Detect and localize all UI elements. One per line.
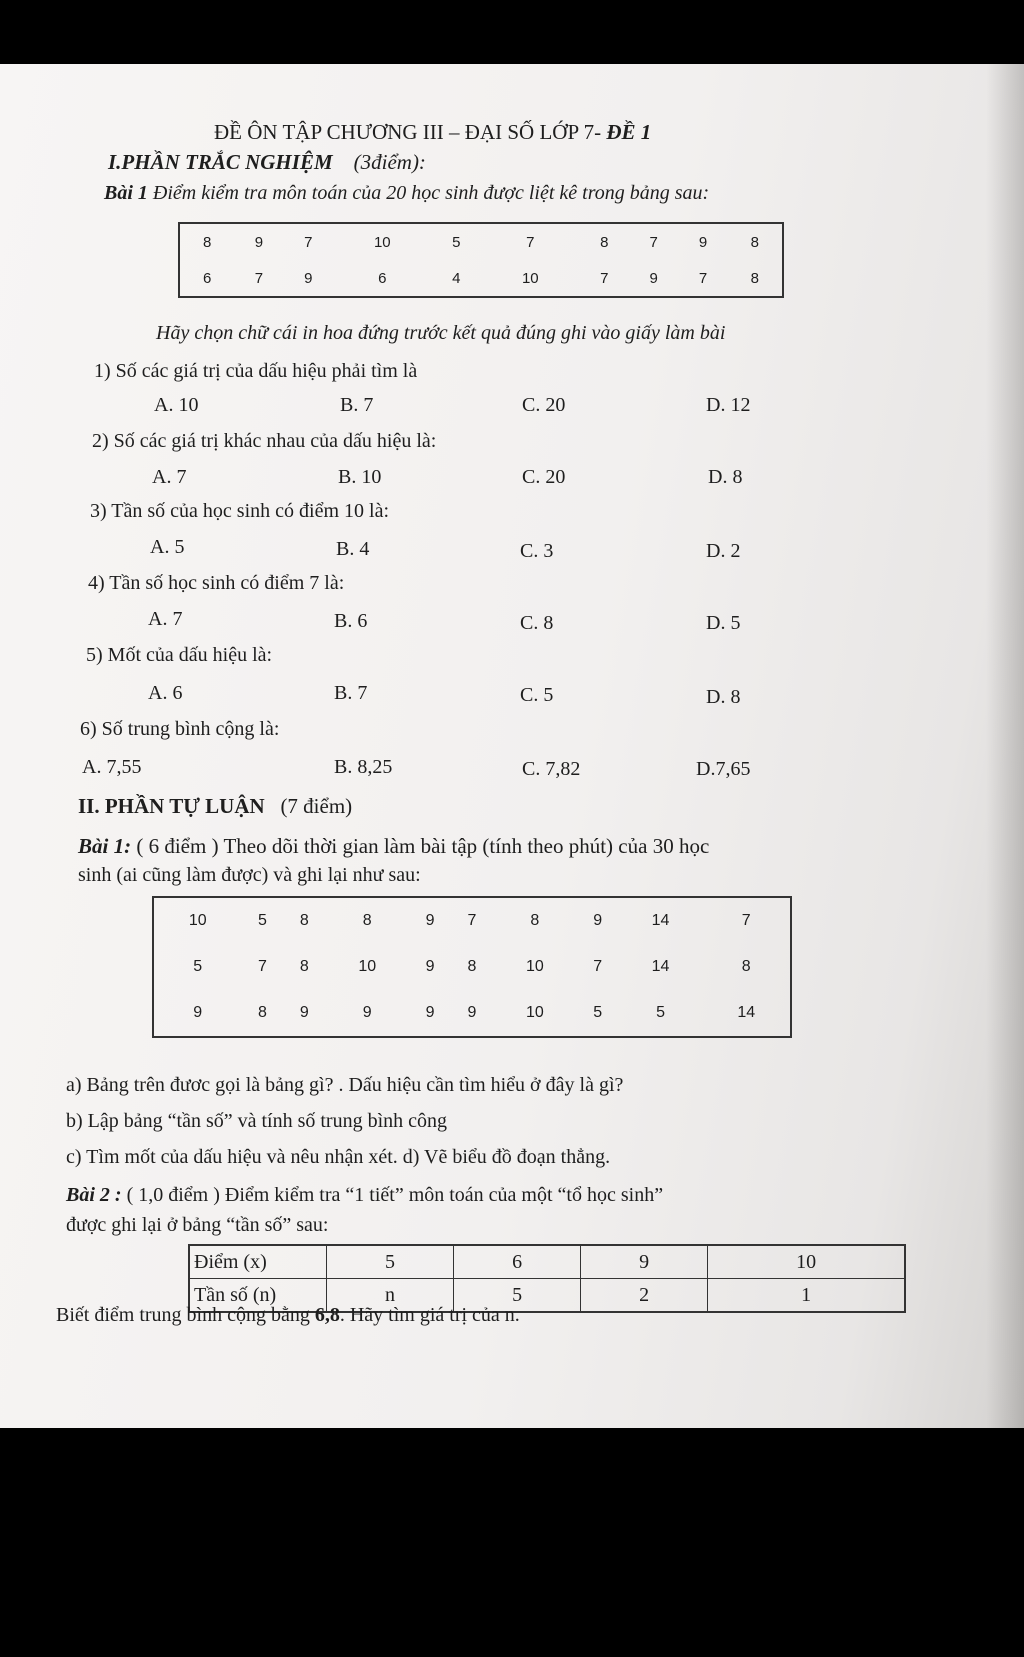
exam-paper [0,64,1024,1428]
essay2-intro: Bài 2 : ( 1,0 điểm ) Điểm kiểm tra “1 tiết” môn toán của một “tổ học sinh” [66,1184,664,1206]
question-3-option-c: C. 3 [520,540,554,562]
question-4-option-b: B. 6 [334,610,368,632]
table-cell: 7 [526,233,535,251]
table-row [179,223,783,260]
table-cell: 10 [188,912,207,929]
problem1-text: Bài 1 Điểm kiểm tra môn toán của 20 học sinh được liệt kê trong bảng sau: [104,182,710,204]
table-cell: 7 [741,912,751,929]
essay2-question: Biết điểm trung bình cộng bằng 6,8. Hãy tìm giá trị của n. [56,1304,520,1326]
essay1-question-a: a) Bảng trên đươc gọi là bảng gì? . Dấu hiệu cần tìm hiểu ở đây là gì? [66,1074,624,1096]
table-cell: 7 [593,958,603,975]
table-cell: 8 [257,1004,267,1021]
table-cell: 9 [299,1004,309,1021]
question-3-option-d: D. 2 [706,540,741,562]
question-6-option-c: C. 7,82 [522,758,581,780]
table-cell: 5 [327,1245,454,1279]
table-cell: 9 [649,269,658,287]
table-cell: 2 [581,1279,708,1313]
section2-heading: II. PHẦN TỰ LUẬN (7 điểm) [78,794,353,818]
table-cell: 8 [299,958,309,975]
table-cell: 10 [521,269,539,287]
table-cell: 14 [651,912,670,929]
table-cell: 9 [362,1004,372,1021]
essay1-intro-line2: sinh (ai cũng làm được) và ghi lại như sau: [78,864,421,886]
question-5: 5) Mốt của dấu hiệu là: [86,644,273,666]
table-cell: 1 [708,1279,905,1313]
question-5-option-a: A. 6 [148,682,183,704]
essay1-question-b: b) Lập bảng “tần số” và tính số trung bình công [66,1110,448,1132]
question-3: 3) Tần số của học sinh có điểm 10 là: [90,500,390,522]
table-cell: 10 [373,233,391,251]
table-cell: 9 [425,912,435,929]
question-2-option-d: D. 8 [708,466,743,488]
question-5-option-d: D. 8 [706,686,741,708]
question-4-option-d: D. 5 [706,612,741,634]
question-2-option-a: A. 7 [152,466,187,488]
table-cell: 5 [454,1279,581,1313]
table-cell: 7 [304,233,313,251]
table-cell: 9 [698,233,708,251]
table-cell: 9 [425,958,435,975]
table-cell: 9 [193,1004,203,1021]
table-row [179,260,783,297]
paper-shadow-edge [986,64,1024,1428]
table-row [189,1245,905,1279]
table-cell: 7 [649,233,658,251]
table-row [153,897,791,944]
table-cell: 9 [425,1004,435,1021]
table-cell: 9 [581,1245,708,1279]
frequency-table [188,1244,906,1313]
question-1-option-b: B. 7 [340,394,374,416]
essay1-intro: Bài 1: ( 6 điểm ) Theo dõi thời gian làm bài tập (tính theo phút) của 30 học [78,834,710,858]
table-cell: 7 [257,958,267,975]
table-cell: 14 [737,1004,756,1021]
question-6-option-d: D.7,65 [696,758,751,780]
table-cell: 8 [750,233,760,251]
question-6-option-a: A. 7,55 [82,756,142,778]
table-row [153,944,791,990]
table-cell: 9 [593,912,603,929]
table-cell: 10 [358,958,377,975]
table-cell: 8 [741,958,751,975]
table-cell: 4 [452,269,461,287]
table-cell: 9 [304,269,313,287]
page-title: ĐỀ ÔN TẬP CHƯƠNG III – ĐẠI SỐ LỚP 7- ĐỀ 1 [214,120,652,144]
question-4-option-a: A. 7 [148,608,183,630]
table-cell: n [327,1279,454,1313]
question-3-option-b: B. 4 [336,538,370,560]
table-cell: 10 [525,1004,544,1021]
question-5-option-c: C. 5 [520,684,554,706]
table-cell: 8 [299,912,309,929]
question-5-option-b: B. 7 [334,682,368,704]
table-cell: 8 [750,269,760,287]
table-cell: 5 [656,1004,665,1021]
question-4: 4) Tần số học sinh có điểm 7 là: [88,572,345,594]
table-cell: 6 [454,1245,581,1279]
table-cell: 10 [708,1245,905,1279]
question-6-option-b: B. 8,25 [334,756,393,778]
row-label: Điểm (x) [189,1245,327,1279]
question-1-option-a: A. 10 [154,394,199,416]
question-4-option-c: C. 8 [520,612,554,634]
table-cell: 8 [600,233,609,251]
essay1-question-c: c) Tìm mốt của dấu hiệu và nêu nhận xét. d) Vẽ biểu đồ đoạn thẳng. [66,1146,611,1168]
table-cell: 5 [593,1004,603,1021]
instruction-text: Hãy chọn chữ cái in hoa đứng trước kết quả đúng ghi vào giấy làm bài [156,322,726,344]
question-3-option-a: A. 5 [150,536,185,558]
question-2: 2) Số các giá trị khác nhau của dấu hiệu là: [92,430,437,452]
table-cell: 9 [467,1004,477,1021]
scores-table [178,222,784,298]
question-6: 6) Số trung bình cộng là: [80,718,280,740]
table-cell: 14 [651,958,670,975]
table-cell: 5 [452,233,461,251]
table-cell: 7 [254,269,264,287]
table-cell: 8 [530,912,540,929]
table-cell: 6 [202,269,212,287]
section1-heading: I.PHẦN TRẮC NGHIỆM (3điểm): [108,150,426,174]
table-cell: 6 [378,269,387,287]
table-cell: 8 [202,233,212,251]
table-cell: 7 [467,912,477,929]
table-cell: 5 [257,912,267,929]
table-cell: 8 [467,958,477,975]
table-cell: 8 [362,912,372,929]
row-label: Tần số (n) [189,1279,327,1313]
table-cell: 5 [193,958,203,975]
question-2-option-b: B. 10 [338,466,382,488]
table-cell: 10 [525,958,544,975]
essay2-intro-line2: được ghi lại ở bảng “tần số” sau: [66,1214,329,1236]
question-1-option-d: D. 12 [706,394,751,416]
table-row [153,990,791,1037]
question-2-option-c: C. 20 [522,466,566,488]
time-table [152,896,792,1038]
question-1-option-c: C. 20 [522,394,566,416]
table-cell: 7 [600,269,609,287]
table-cell: 7 [698,269,708,287]
question-1: 1) Số các giá trị của dấu hiệu phải tìm là [94,360,418,382]
table-cell: 9 [254,233,264,251]
